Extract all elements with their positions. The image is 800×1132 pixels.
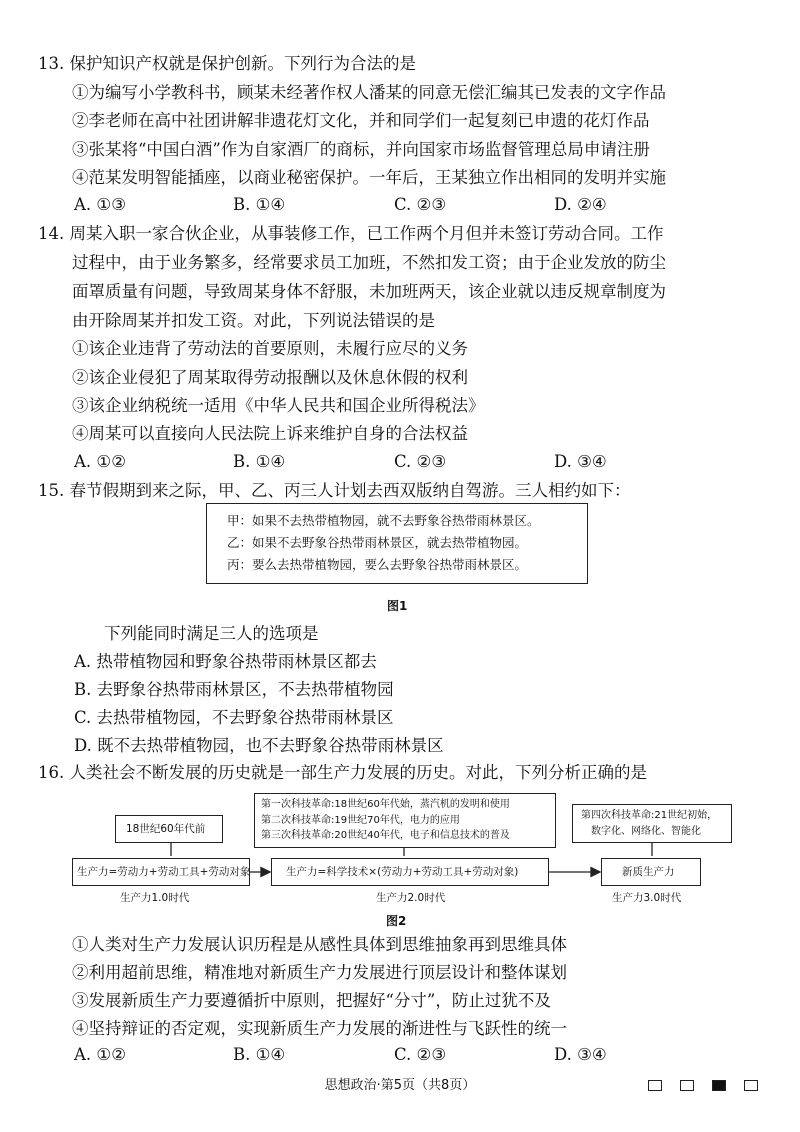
q13-item-4: ④范某发明智能插座，以商业秘密保护。一年后，王某独立作出相同的发明并实施 xyxy=(72,168,666,187)
q14-stem-line-2: 过程中，由于业务繁多，经常要求员工加班，不然扣发工资；由于企业发放的防尘 xyxy=(72,253,666,272)
q16-option-c: C. ②③ xyxy=(394,1045,447,1064)
q16-item-1: ①人类对生产力发展认识历程是从感性具体到思维抽象再到思维具体 xyxy=(72,935,567,954)
q14-item-4: ④周某可以直接向人民法院上诉来维护自身的合法权益 xyxy=(72,424,468,443)
q16-item-4: ④坚持辩证的否定观，实现新质生产力发展的渐进性与飞跃性的统一 xyxy=(72,1019,567,1038)
q13-option-a: A. ①③ xyxy=(74,195,126,214)
q15-stem: 15. 春节假期到来之际，甲、乙、丙三人计划去西双版纳自驾游。三人相约如下： xyxy=(38,481,631,500)
figure-2-formula-2: 生产力=科学技术×(劳动力+劳动工具+劳动对象) xyxy=(286,866,519,878)
scan-marker-3 xyxy=(712,1080,726,1091)
q16-stem: 16. 人类社会不断发展的历史就是一部生产力发展的历史。对此，下列分析正确的是 xyxy=(38,763,647,782)
q14-stem-line-3: 面罩质量有问题，导致周某身体不舒服，未加班两天，该企业就以违反规章制度为 xyxy=(72,282,666,301)
q14-item-1: ①该企业违背了劳动法的首要原则，未履行应尽的义务 xyxy=(72,339,468,358)
figure-2-revolutions-box xyxy=(254,793,556,848)
q15-condition-bing: 丙：要么去热带植物园，要么去野象谷热带雨林景区。 xyxy=(227,557,528,572)
figure-2-revolution-3: 第三次科技革命:20世纪40年代，电子和信息技术的普及 xyxy=(261,830,510,841)
q14-option-d: D. ③④ xyxy=(554,452,607,471)
q13-stem: 13. 保护知识产权就是保护创新。下列行为合法的是 xyxy=(38,54,416,73)
figure-2-era-1: 生产力1.0时代 xyxy=(120,892,190,904)
scan-marker-4 xyxy=(744,1080,758,1091)
q13-item-3: ③张某将“中国白酒”作为自家酒厂的商标，并向国家市场监督管理总局申请注册 xyxy=(72,140,650,159)
figure-2-revolution-2: 第二次科技革命:19世纪70年代，电力的应用 xyxy=(261,814,460,826)
scan-marker-1 xyxy=(648,1080,662,1091)
q15-option-a: A. 热带植物园和野象谷热带雨林景区都去 xyxy=(74,652,377,671)
q15-option-b: B. 去野象谷热带雨林景区，不去热带植物园 xyxy=(74,680,394,699)
figure-2-era-2: 生产力2.0时代 xyxy=(376,892,446,904)
q16-item-2: ②利用超前思维，精准地对新质生产力发展进行顶层设计和整体谋划 xyxy=(72,963,567,982)
q15-condition-yi: 乙：如果不去野象谷热带雨林景区，就去热带植物园。 xyxy=(227,535,528,550)
q13-item-1: ①为编写小学教科书，顾某未经著作权人潘某的同意无偿汇编其已发表的文字作品 xyxy=(72,83,666,102)
q14-option-c: C. ②③ xyxy=(394,452,447,471)
figure-2-formula-3-box xyxy=(601,858,701,886)
figure-2-fourth-line-2: 数字化、网络化、智能化 xyxy=(591,826,701,837)
q14-option-b: B. ①④ xyxy=(233,452,286,471)
q14-option-a: A. ①② xyxy=(74,452,126,471)
q15-option-d: D. 既不去热带植物园，也不去野象谷热带雨林景区 xyxy=(74,736,444,755)
figure-2-era-3: 生产力3.0时代 xyxy=(612,892,682,904)
figure-2-formula-3: 新质生产力 xyxy=(622,866,675,878)
figure-2-fourth-line-1: 第四次科技革命:21世纪初始， xyxy=(581,810,718,821)
figure-2-pre-1760-label: 18世纪60年代前 xyxy=(126,823,206,835)
q14-stem-line-4: 由开除周某并扣发工资。对此，下列说法错误的是 xyxy=(72,311,435,330)
q16-option-d: D. ③④ xyxy=(554,1045,607,1064)
page-footer: 思想政治·第5页（共8页） xyxy=(324,1078,476,1093)
q14-stem-line-1: 14. 周某入职一家合伙企业，从事装修工作，已工作两个月但并未签订劳动合同。工作 xyxy=(38,224,664,243)
q15-option-c: C. 去热带植物园，不去野象谷热带雨林景区 xyxy=(74,708,394,727)
figure-2-pre-1760-box xyxy=(115,815,223,843)
figure-2-formula-2-box xyxy=(271,858,549,886)
figure-2-fourth-revolution-box xyxy=(572,804,732,843)
q13-option-c: C. ②③ xyxy=(394,195,447,214)
q13-item-2: ②李老师在高中社团讲解非遗花灯文化，并和同学们一起复刻已申遗的花灯作品 xyxy=(72,111,650,130)
figure-2-revolution-1: 第一次科技革命:18世纪60年代始，蒸汽机的发明和使用 xyxy=(261,799,510,810)
figure-2-formula-1-box xyxy=(72,858,250,886)
q16-item-3: ③发展新质生产力要遵循折中原则，把握好“分寸”，防止过犹不及 xyxy=(72,991,551,1010)
scan-marker-2 xyxy=(680,1080,694,1091)
q13-option-b: B. ①④ xyxy=(233,195,286,214)
figure-2-formula-1: 生产力=劳动力+劳动工具+劳动对象 xyxy=(77,866,251,878)
q16-option-a: A. ①② xyxy=(74,1045,126,1064)
figure-1-caption: 图1 xyxy=(387,599,408,613)
q15-question: 下列能同时满足三人的选项是 xyxy=(104,624,319,643)
figure-2-caption: 图2 xyxy=(386,914,407,928)
q16-option-b: B. ①④ xyxy=(233,1045,286,1064)
q13-option-d: D. ②④ xyxy=(554,195,607,214)
q14-item-2: ②该企业侵犯了周某取得劳动报酬以及休息休假的权利 xyxy=(72,368,468,387)
q15-condition-jia: 甲：如果不去热带植物园，就不去野象谷热带雨林景区。 xyxy=(227,513,540,528)
q14-item-3: ③该企业纳税统一适用《中华人民共和国企业所得税法》 xyxy=(72,396,485,415)
